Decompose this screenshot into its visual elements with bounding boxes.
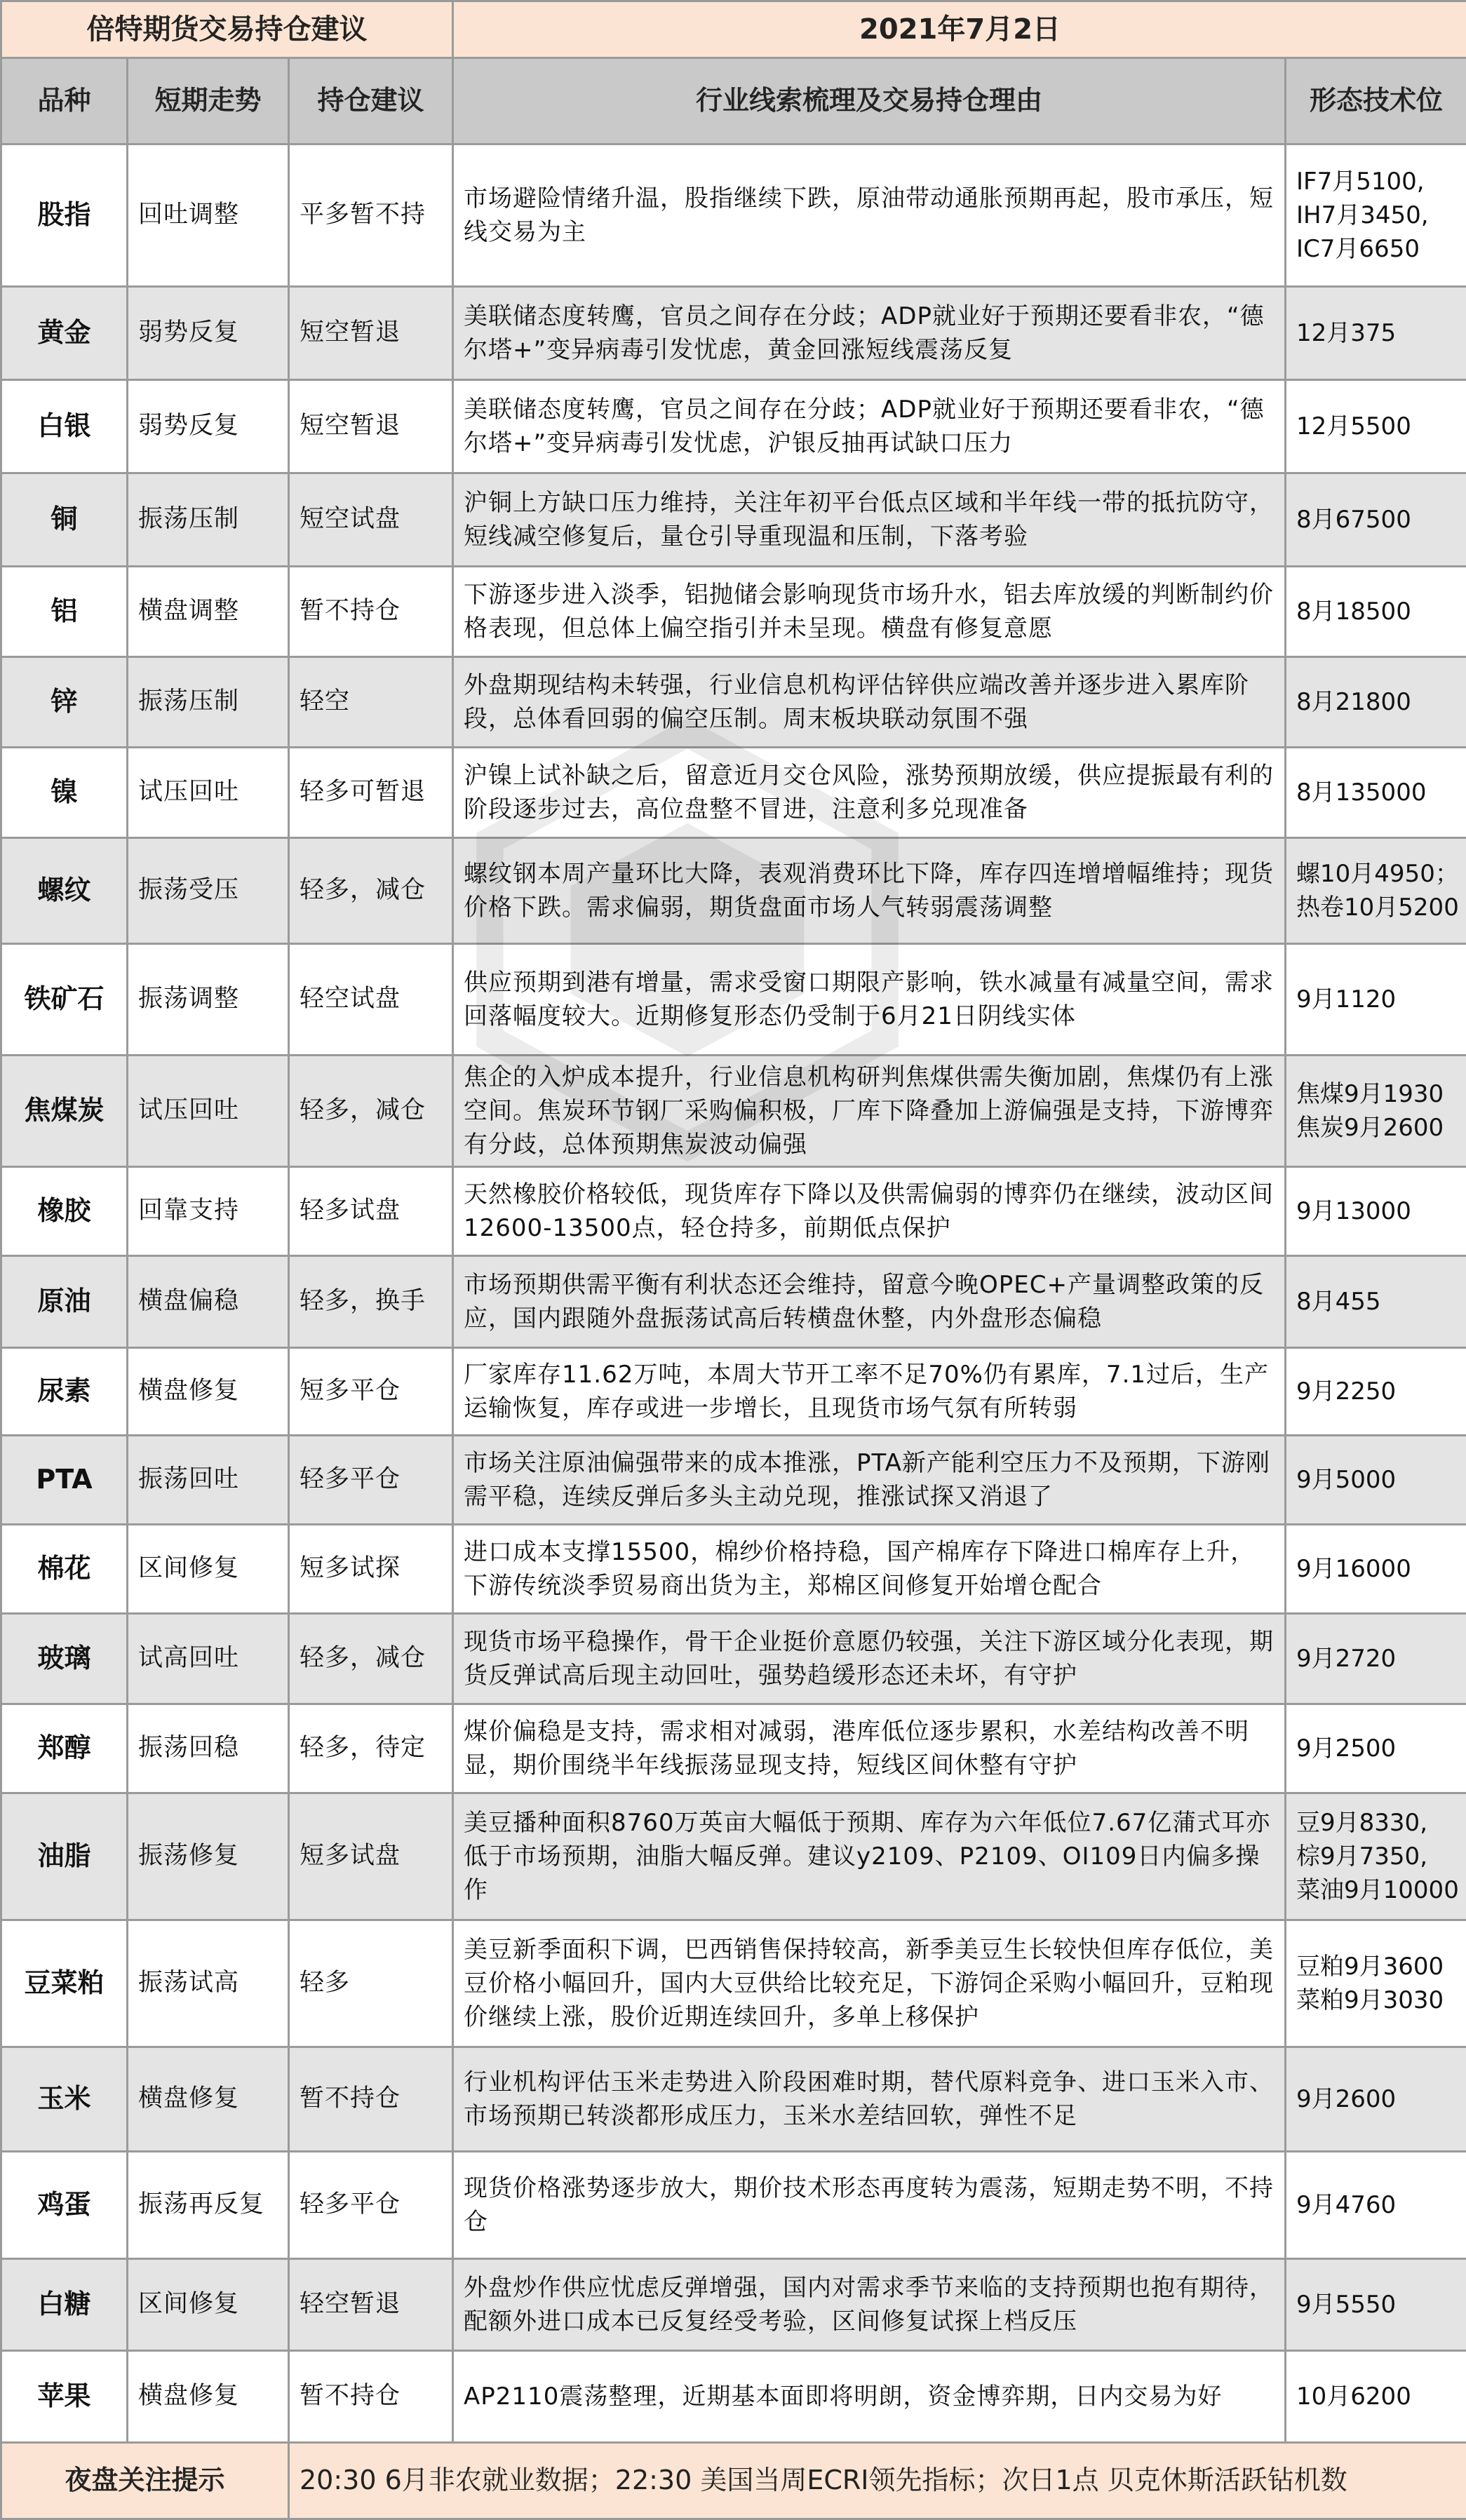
advice-cell: 短多试盘 (289, 1793, 453, 1920)
table-row (1, 2351, 1466, 2443)
reason-cell: 供应预期到港有增量，需求受窗口期限产影响，铁水减量有减量空间，需求回落幅度较大。近期修复形态仍受制于6月21日阴线实体 (453, 944, 1286, 1056)
table-row (1, 2047, 1466, 2152)
variety-cell: 铝 (1, 567, 128, 657)
trend-cell: 振荡试高 (128, 1920, 289, 2047)
trend-cell: 横盘修复 (128, 2351, 289, 2443)
reason-cell: 沪镍上试补缺之后，留意近月交仓风险，涨势预期放缓，供应提振最有利的阶段逐步过去，高位盘整不冒进，注意利多兑现准备 (453, 748, 1286, 838)
table-row (1, 1167, 1466, 1256)
trend-cell: 弱势反复 (128, 380, 289, 473)
table-row (1, 1525, 1466, 1614)
levels-cell (1286, 1436, 1466, 1525)
technical-level: 9月2720 (1296, 1642, 1456, 1676)
technical-level: 9月4760 (1296, 2188, 1456, 2222)
levels-cell (1286, 748, 1466, 838)
reason-cell: AP2110震荡整理，近期基本面即将明朗，资金博弈期，日内交易为好 (453, 2351, 1286, 2443)
technical-level: 菜粕9月3030 (1296, 1983, 1456, 2017)
reason-cell: 天然橡胶价格较低，现货库存下降以及供需偏弱的博弈仍在继续，波动区间12600-13500点，轻仓持多，前期低点保护 (453, 1167, 1286, 1256)
table-row (1, 144, 1466, 287)
advice-cell: 轻空暂退 (289, 2259, 453, 2351)
advice-cell: 轻多，减仓 (289, 1614, 453, 1704)
advice-cell: 轻多，待定 (289, 1704, 453, 1793)
technical-level: 12月375 (1296, 316, 1456, 350)
reason-cell: 厂家库存11.62万吨，本周大节开工率不足70%仍有累库，7.1过后，生产运输恢复，库存或进一步增长，且现货市场气氛有所转弱 (453, 1348, 1286, 1436)
technical-level: 8月21800 (1296, 685, 1456, 719)
technical-level: 螺10月4950； (1296, 857, 1456, 891)
technical-level: 豆粕9月3600 (1296, 1950, 1456, 1983)
table-row (1, 657, 1466, 748)
levels-cell (1286, 2259, 1466, 2351)
variety-cell: 股指 (1, 144, 128, 287)
variety-cell: 原油 (1, 1256, 128, 1348)
variety-cell: 棉花 (1, 1525, 128, 1614)
variety-cell: 尿素 (1, 1348, 128, 1436)
technical-level: IF7月5100, (1296, 165, 1456, 198)
variety-cell: 鸡蛋 (1, 2152, 128, 2259)
trend-cell: 振荡再反复 (128, 2152, 289, 2259)
sheet-title: 倍特期货交易持仓建议 (1, 1, 453, 58)
technical-level: 9月2500 (1296, 1732, 1456, 1765)
levels-cell (1286, 567, 1466, 657)
levels-cell (1286, 1256, 1466, 1348)
levels-cell (1286, 473, 1466, 567)
reason-cell: 市场预期供需平衡有利状态还会维持，留意今晚OPEC+产量调整政策的反应，国内跟随外盘振荡试高后转横盘休整，内外盘形态偏稳 (453, 1256, 1286, 1348)
reason-cell: 现货价格涨势逐步放大，期价技术形态再度转为震荡，短期走势不明，不持仓 (453, 2152, 1286, 2259)
advice-cell: 短多平仓 (289, 1348, 453, 1436)
levels-cell (1286, 1920, 1466, 2047)
variety-cell: 黄金 (1, 287, 128, 380)
trend-cell: 试压回吐 (128, 748, 289, 838)
table-row (1, 944, 1466, 1056)
reason-cell: 美豆新季面积下调，巴西销售保持较高，新季美豆生长较快但库存低位，美豆价格小幅回升，国内大豆供给比较充足，下游饲企采购小幅回升，豆粕现价继续上涨，股价近期连续回升，多单上移保护 (453, 1920, 1286, 2047)
trend-cell: 振荡修复 (128, 1793, 289, 1920)
advice-cell: 轻多试盘 (289, 1167, 453, 1256)
variety-cell: 橡胶 (1, 1167, 128, 1256)
trend-cell: 振荡压制 (128, 473, 289, 567)
trend-cell: 振荡压制 (128, 657, 289, 748)
advice-cell: 轻多平仓 (289, 1436, 453, 1525)
col-header-reason: 行业线索梳理及交易持仓理由 (453, 58, 1286, 144)
night-session-label: 夜盘关注提示 (1, 2443, 289, 2519)
variety-cell: PTA (1, 1436, 128, 1525)
levels-cell (1286, 1348, 1466, 1436)
variety-cell: 玉米 (1, 2047, 128, 2152)
col-header-trend: 短期走势 (128, 58, 289, 144)
levels-cell (1286, 380, 1466, 473)
variety-cell: 镍 (1, 748, 128, 838)
advice-cell: 轻空试盘 (289, 944, 453, 1056)
trend-cell: 振荡调整 (128, 944, 289, 1056)
advice-cell: 轻空 (289, 657, 453, 748)
technical-level: 焦炭9月2600 (1296, 1111, 1456, 1145)
technical-level: 棕9月7350, (1296, 1840, 1456, 1873)
reason-cell: 外盘炒作供应忧虑反弹增强，国内对需求季节来临的支持预期也抱有期待，配额外进口成本已反复经受考验，区间修复试探上档反压 (453, 2259, 1286, 2351)
table-row (1, 1704, 1466, 1793)
trend-cell: 回吐调整 (128, 144, 289, 287)
variety-cell: 白银 (1, 380, 128, 473)
levels-cell (1286, 1793, 1466, 1920)
reason-cell: 外盘期现结构未转强，行业信息机构评估锌供应端改善并逐步进入累库阶段，总体看回弱的偏空压制。周末板块联动氛围不强 (453, 657, 1286, 748)
reason-cell: 进口成本支撑15500，棉纱价格持稳，国产棉库存下降进口棉库存上升，下游传统淡季贸易商出货为主，郑棉区间修复开始增仓配合 (453, 1525, 1286, 1614)
variety-cell: 螺纹 (1, 838, 128, 944)
advice-cell: 轻多，换手 (289, 1256, 453, 1348)
levels-cell (1286, 287, 1466, 380)
technical-level: 豆9月8330, (1296, 1806, 1456, 1840)
technical-level: 热卷10月5200 (1296, 891, 1456, 924)
reason-cell: 现货市场平稳操作，骨干企业挺价意愿仍较强，关注下游区域分化表现，期货反弹试高后现主动回吐，强势趋缓形态还未坏，有守护 (453, 1614, 1286, 1704)
trend-cell: 横盘偏稳 (128, 1256, 289, 1348)
technical-level: 9月2250 (1296, 1375, 1456, 1408)
technical-level: 9月1120 (1296, 983, 1456, 1016)
variety-cell: 锌 (1, 657, 128, 748)
reason-cell: 美豆播种面积8760万英亩大幅低于预期、库存为六年低位7.67亿蒲式耳亦低于市场预期，油脂大幅反弹。建议y2109、P2109、OI109日内偏多操作 (453, 1793, 1286, 1920)
col-header-variety: 品种 (1, 58, 128, 144)
advice-cell: 轻多 (289, 1920, 453, 2047)
reason-cell: 市场关注原油偏强带来的成本推涨，PTA新产能利空压力不及预期，下游刚需平稳，连续反弹后多头主动兑现，推涨试探又消退了 (453, 1436, 1286, 1525)
variety-cell: 豆菜粕 (1, 1920, 128, 2047)
sheet-date: 2021年7月2日 (453, 1, 1466, 58)
levels-cell (1286, 1704, 1466, 1793)
reason-cell: 煤价偏稳是支持，需求相对减弱，港库低位逐步累积，水差结构改善不明显，期价围绕半年线振荡显现支持，短线区间休整有守护 (453, 1704, 1286, 1793)
technical-level: 10月6200 (1296, 2380, 1456, 2413)
technical-level: 9月16000 (1296, 1552, 1456, 1586)
levels-cell (1286, 944, 1466, 1056)
table-row (1, 1793, 1466, 1920)
table-row (1, 473, 1466, 567)
variety-cell: 铁矿石 (1, 944, 128, 1056)
table-row (1, 1348, 1466, 1436)
advice-cell: 短空暂退 (289, 287, 453, 380)
levels-cell (1286, 1167, 1466, 1256)
table-row (1, 287, 1466, 380)
table-row (1, 1436, 1466, 1525)
trend-cell: 振荡回稳 (128, 1704, 289, 1793)
trend-cell: 横盘修复 (128, 1348, 289, 1436)
advice-cell: 轻多平仓 (289, 2152, 453, 2259)
advice-cell: 轻多可暂退 (289, 748, 453, 838)
technical-level: 12月5500 (1296, 410, 1456, 443)
reason-cell: 行业机构评估玉米走势进入阶段困难时期，替代原料竞争、进口玉米入市、市场预期已转淡都形成压力，玉米水差结回软，弹性不足 (453, 2047, 1286, 2152)
reason-cell: 美联储态度转鹰，官员之间存在分歧；ADP就业好于预期还要看非农，“德尔塔+”变异病毒引发忧虑，沪银反抽再试缺口压力 (453, 380, 1286, 473)
table-row (1, 1614, 1466, 1704)
levels-cell (1286, 657, 1466, 748)
col-header-advice: 持仓建议 (289, 58, 453, 144)
reason-cell: 市场避险情绪升温，股指继续下跌，原油带动通胀预期再起，股市承压，短线交易为主 (453, 144, 1286, 287)
advice-cell: 短空试盘 (289, 473, 453, 567)
levels-cell (1286, 2152, 1466, 2259)
technical-level: 9月13000 (1296, 1194, 1456, 1228)
night-session-notes: 20:30 6月非农就业数据；22:30 美国当周ECRI领先指标；次日1点 贝克休斯活跃钻机数 (289, 2443, 1466, 2519)
reason-cell: 美联储态度转鹰，官员之间存在分歧；ADP就业好于预期还要看非农，“德尔塔+”变异病毒引发忧虑，黄金回涨短线震荡反复 (453, 287, 1286, 380)
variety-cell: 白糖 (1, 2259, 128, 2351)
levels-cell (1286, 1525, 1466, 1614)
advice-cell: 暂不持仓 (289, 2047, 453, 2152)
reason-cell: 沪铜上方缺口压力维持，关注年初平台低点区域和半年线一带的抵抗防守，短线减空修复后，量仓引导重现温和压制，下落考验 (453, 473, 1286, 567)
trend-cell: 区间修复 (128, 2259, 289, 2351)
trend-cell: 试高回吐 (128, 1614, 289, 1704)
advice-cell: 短空暂退 (289, 380, 453, 473)
trend-cell: 横盘修复 (128, 2047, 289, 2152)
advice-cell: 轻多，减仓 (289, 1056, 453, 1167)
table-row (1, 1256, 1466, 1348)
variety-cell: 玻璃 (1, 1614, 128, 1704)
trend-cell: 回靠支持 (128, 1167, 289, 1256)
table-row (1, 2259, 1466, 2351)
trend-cell: 振荡受压 (128, 838, 289, 944)
variety-cell: 铜 (1, 473, 128, 567)
table-row (1, 2152, 1466, 2259)
technical-level: 9月5000 (1296, 1463, 1456, 1497)
reason-cell: 下游逐步进入淡季，铝抛储会影响现货市场升水，铝去库放缓的判断制约价格表现，但总体上偏空指引并未呈现。横盘有修复意愿 (453, 567, 1286, 657)
technical-level: IH7月3450, (1296, 198, 1456, 232)
header-row (1, 58, 1466, 144)
footer-row (1, 2443, 1466, 2519)
trend-cell: 横盘调整 (128, 567, 289, 657)
table-row (1, 1056, 1466, 1167)
technical-level: 焦煤9月1930 (1296, 1077, 1456, 1111)
variety-cell: 苹果 (1, 2351, 128, 2443)
levels-cell (1286, 1614, 1466, 1704)
levels-cell (1286, 144, 1466, 287)
variety-cell: 郑醇 (1, 1704, 128, 1793)
trend-cell: 试压回吐 (128, 1056, 289, 1167)
advice-cell: 暂不持仓 (289, 2351, 453, 2443)
levels-cell (1286, 2351, 1466, 2443)
levels-cell (1286, 838, 1466, 944)
technical-level: 9月5550 (1296, 2288, 1456, 2322)
technical-level: 8月18500 (1296, 595, 1456, 628)
variety-cell: 焦煤炭 (1, 1056, 128, 1167)
variety-cell: 油脂 (1, 1793, 128, 1920)
technical-level: 8月135000 (1296, 776, 1456, 809)
technical-level: 菜油9月10000 (1296, 1873, 1456, 1907)
trend-cell: 弱势反复 (128, 287, 289, 380)
advice-cell: 暂不持仓 (289, 567, 453, 657)
advice-cell: 平多暂不持 (289, 144, 453, 287)
technical-level: IC7月6650 (1296, 232, 1456, 266)
reason-cell: 螺纹钢本周产量环比大降，表观消费环比下降，库存四连增增幅维持；现货价格下跌。需求偏弱，期货盘面市场人气转弱震荡调整 (453, 838, 1286, 944)
technical-level: 9月2600 (1296, 2082, 1456, 2116)
table-row (1, 748, 1466, 838)
reason-cell: 焦企的入炉成本提升，行业信息机构研判焦煤供需失衡加剧，焦煤仍有上涨空间。焦炭环节钢厂采购偏积极，厂库下降叠加上游偏强是支持，下游博弈有分歧，总体预期焦炭波动偏强 (453, 1056, 1286, 1167)
advice-cell: 短多试探 (289, 1525, 453, 1614)
trend-cell: 区间修复 (128, 1525, 289, 1614)
table-row (1, 1920, 1466, 2047)
col-header-levels: 形态技术位 (1286, 58, 1466, 144)
technical-level: 8月455 (1296, 1285, 1456, 1319)
levels-cell (1286, 2047, 1466, 2152)
title-row (1, 1, 1466, 58)
advice-cell: 轻多，减仓 (289, 838, 453, 944)
table-row (1, 838, 1466, 944)
trend-cell: 振荡回吐 (128, 1436, 289, 1525)
technical-level: 8月67500 (1296, 503, 1456, 537)
table-row (1, 380, 1466, 473)
table-row (1, 567, 1466, 657)
levels-cell (1286, 1056, 1466, 1167)
